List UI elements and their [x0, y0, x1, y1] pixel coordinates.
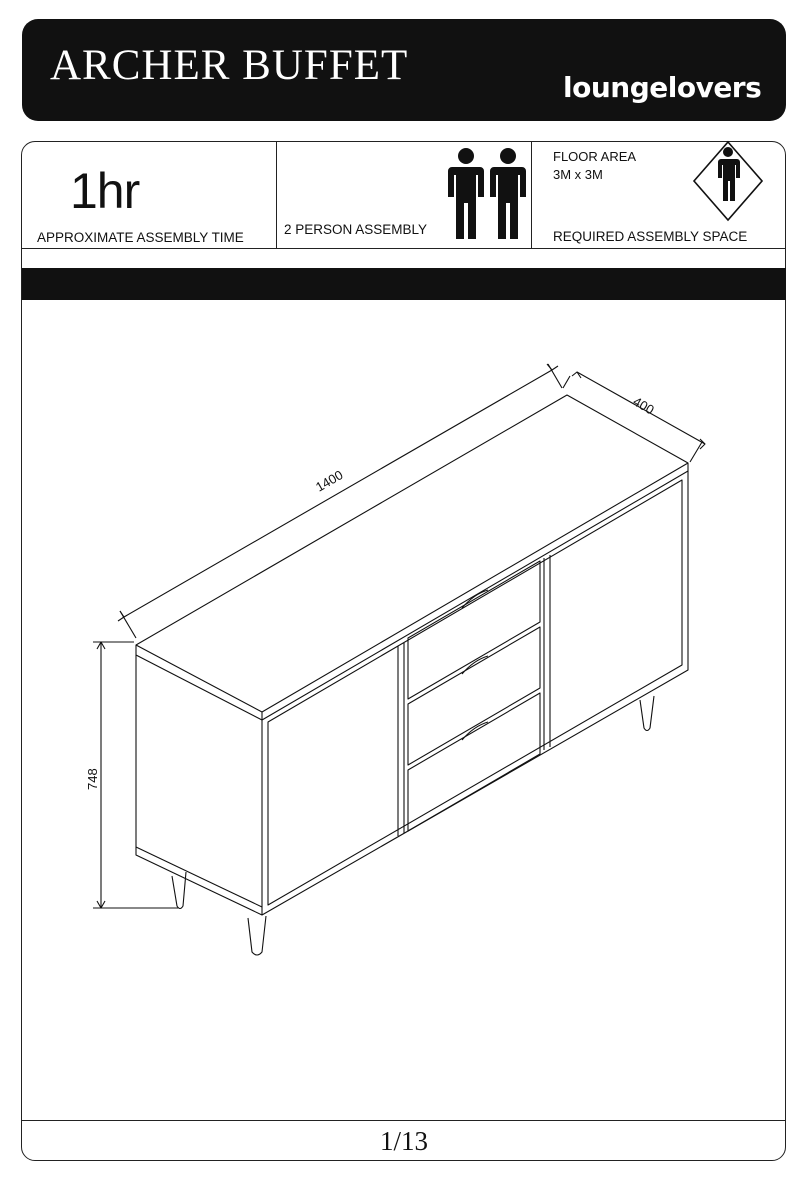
- buffet-top: [136, 395, 688, 712]
- person-assembly-caption: 2 PERSON ASSEMBLY: [284, 222, 428, 237]
- two-person-icon: [446, 147, 530, 239]
- info-column-divider: [531, 142, 532, 248]
- drawer-top: [408, 561, 540, 699]
- drawer-bottom: [408, 693, 540, 831]
- assembly-space-caption: REQUIRED ASSEMBLY SPACE: [553, 229, 748, 244]
- brand-logo: loungelovers: [563, 71, 762, 104]
- page-title: ARCHER BUFFET: [50, 42, 409, 89]
- leg-back-right: [640, 696, 654, 731]
- floor-area-label: FLOOR AREA: [553, 149, 637, 164]
- section-bar: [22, 268, 786, 300]
- assembly-time-value: 1hr: [70, 163, 140, 219]
- info-row-divider: [22, 248, 786, 249]
- width-dimension-label: 1400: [313, 467, 346, 495]
- buffet-side: [136, 655, 262, 915]
- assembly-time-caption: APPROXIMATE ASSEMBLY TIME: [37, 230, 244, 245]
- buffet-front: [262, 471, 688, 915]
- page-number: 1/13: [379, 1126, 428, 1156]
- floor-area-value: 3M x 3M: [553, 167, 603, 182]
- height-dimension-label: 748: [85, 768, 100, 790]
- leg-front-left: [248, 916, 266, 955]
- footer-divider: [22, 1120, 786, 1121]
- info-column-divider: [276, 142, 277, 248]
- assembly-space-icon: [690, 138, 766, 224]
- buffet-drawing: [22, 300, 786, 1120]
- depth-dimension-label: 400: [630, 393, 657, 418]
- drawer-middle: [408, 627, 540, 765]
